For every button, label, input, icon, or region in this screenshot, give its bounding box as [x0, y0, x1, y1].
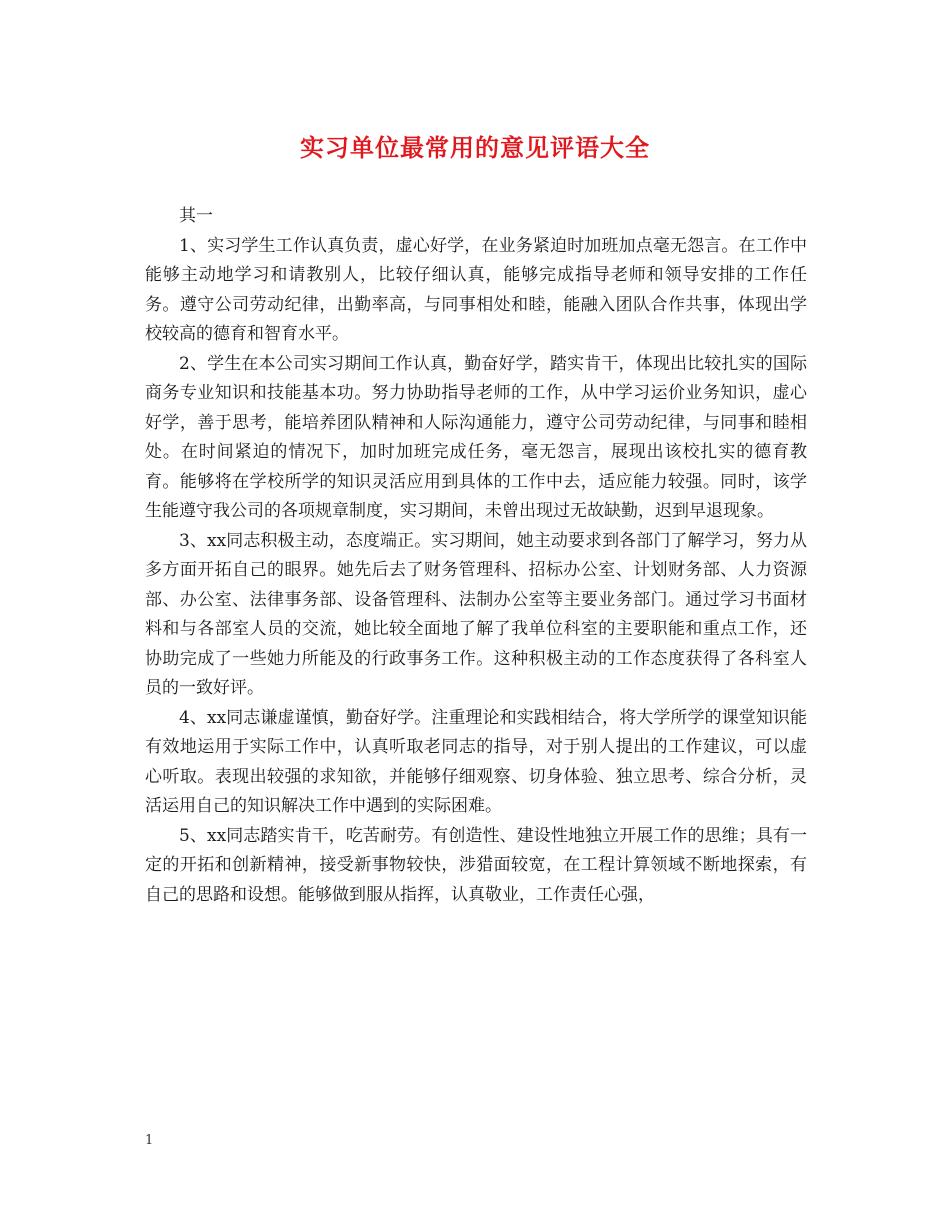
section-label: 其一 [179, 206, 213, 226]
paragraph-2: 2、学生在本公司实习期间工作认真，勤奋好学，踏实肯干，体现出比较扎实的国际商务专业知识和技能基本功。努力协助指导老师的工作，从中学习运价业务知识，虚心好学，善于思考，能培养团队精神和人际沟通能力，遵守公司劳动纪律，与同事和睦相处。在时间紧迫的情况下，加时加班完成任务，毫无怨言，展现出该校扎实的德育教育。能够将在学校所学的知识灵活应用到具体的工作中去，适应能力较强。同时，该学生能遵守我公司的各项规章制度，实习期间，未曾出现过无故缺勤，迟到早退现象。 [145, 353, 807, 521]
paragraph-5: 5、xx同志踏实肯干，吃苦耐劳。有创造性、建设性地独立开展工作的思维；具有一定的开拓和创新精神，接受新事物较快，涉猎面较宽，在工程计算领域不断地探索，有自己的思路和设想。能够做到服从指挥，认真敬业，工作责任心强， [145, 825, 807, 905]
document-title: 实习单位最常用的意见评语大全 [300, 134, 650, 162]
paragraph-1: 1、实习学生工作认真负责，虚心好学，在业务紧迫时加班加点毫无怨言。在工作中能够主动地学习和请教别人，比较仔细认真，能够完成指导老师和领导安排的工作任务。遵守公司劳动纪律，出勤率高，与同事相处和睦，能融入团队合作共事，体现出学校较高的德育和智育水平。 [145, 235, 807, 344]
paragraph-3: 3、xx同志积极主动，态度端正。实习期间，她主动要求到各部门了解学习，努力从多方面开拓自己的眼界。她先后去了财务管理科、招标办公室、计划财务部、人力资源部、办公室、法律事务部、设备管理科、法制办公室等主要业务部门。通过学习书面材料和与各部室人员的交流，她比较全面地了解了我单位科室的主要职能和重点工作，还协助完成了一些她力所能及的行政事务工作。这种积极主动的工作态度获得了各科室人员的一致好评。 [145, 530, 807, 698]
document-body [145, 202, 807, 910]
page-number: 1 [145, 1133, 154, 1148]
paragraph-4: 4、xx同志谦虚谨慎，勤奋好学。注重理论和实践相结合，将大学所学的课堂知识能有效地运用于实际工作中，认真听取老同志的指导，对于别人提出的工作建议，可以虚心听取。表现出较强的求知欲，并能够仔细观察、切身体验、独立思考、综合分析，灵活运用自己的知识解决工作中遇到的实际困难。 [145, 707, 807, 816]
